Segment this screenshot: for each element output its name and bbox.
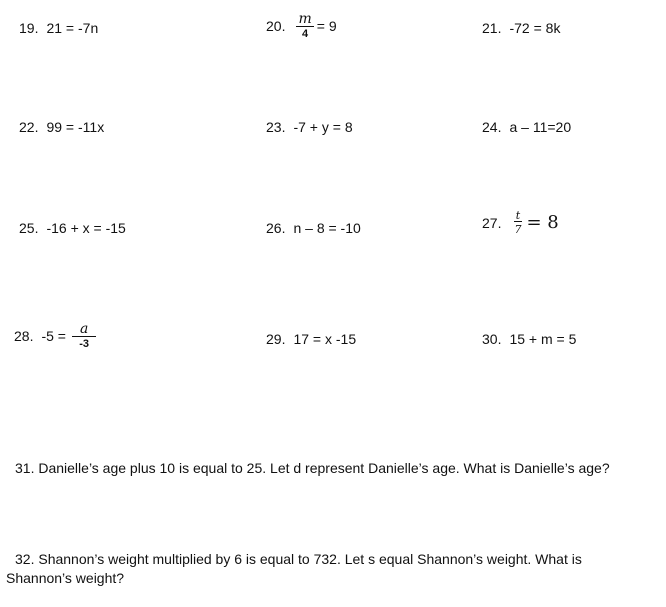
equation: -7 + y = 8 [293, 119, 353, 135]
problem-number: 27. [482, 214, 502, 231]
problem-27 [482, 210, 559, 235]
problem-number: 22. [19, 119, 39, 135]
problem-number: 29. [266, 331, 286, 347]
fraction-denominator: 7 [514, 223, 522, 236]
problem-30 [482, 331, 576, 347]
fraction-denominator: 4 [302, 28, 309, 40]
problem-20 [266, 12, 337, 40]
word-problem-32: 32. Shannon’s weight multiplied by 6 is equal to 732. Let s equal Shannon’s weight. What is Shannon’s weight? [6, 551, 582, 586]
equation: 99 = -11x [46, 119, 105, 135]
fraction [296, 12, 313, 40]
fraction-numerator: m [298, 11, 312, 27]
fraction [72, 322, 96, 350]
equation: -72 = 8k [509, 20, 561, 36]
problem-number: 28. [14, 328, 34, 344]
equation: 17 = x -15 [293, 331, 357, 347]
problem-28 [14, 322, 99, 350]
problem-number: 25. [19, 220, 39, 236]
equation-pre: -5 = [41, 328, 66, 344]
equation: n – 8 = -10 [293, 220, 361, 236]
problem-number: 24. [482, 119, 502, 135]
problem-number: 20. [266, 18, 286, 34]
problem-21 [482, 20, 560, 36]
fraction [512, 210, 523, 235]
problem-26 [266, 220, 361, 236]
problem-number: 21. [482, 20, 502, 36]
problem-number: 26. [266, 220, 286, 236]
word-problem-31: 31. Danielle’s age plus 10 is equal to 25. Let d represent Danielle’s age. What is Danielle’s age? [15, 460, 610, 476]
problem-23 [266, 119, 353, 135]
fraction-numerator: t [515, 209, 521, 222]
problem-22 [19, 119, 104, 135]
problem-29 [266, 331, 356, 347]
equation: -16 + x = -15 [46, 220, 126, 236]
problem-number: 19. [19, 20, 39, 36]
fraction-denominator: -3 [79, 338, 90, 350]
equation: 21 = -7n [46, 20, 99, 36]
equation-rest: = 8 [526, 212, 559, 233]
equation: 15 + m = 5 [509, 331, 577, 347]
problem-number: 30. [482, 331, 502, 347]
equation-rest: = 9 [316, 18, 337, 34]
problem-25 [19, 220, 126, 236]
problem-19 [19, 20, 98, 36]
problem-24 [482, 119, 571, 135]
fraction-numerator: a [72, 322, 96, 337]
problem-number: 23. [266, 119, 286, 135]
equation: a – 11=20 [509, 119, 572, 135]
